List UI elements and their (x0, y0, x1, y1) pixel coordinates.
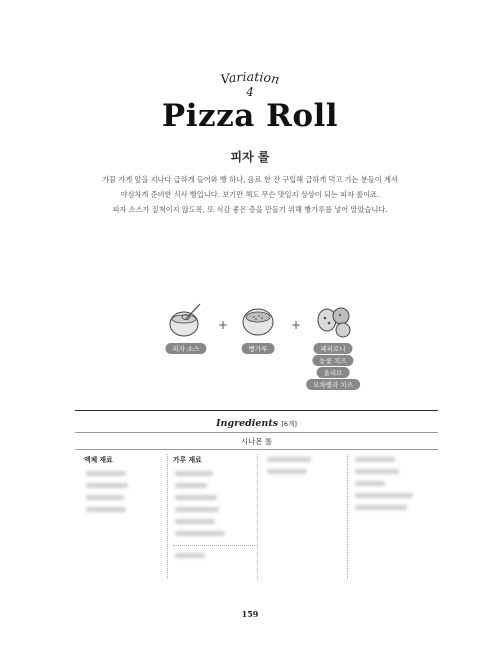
divider (75, 432, 438, 433)
blurred-line (86, 471, 126, 476)
blurred-line (175, 471, 213, 476)
ingredients-heading (75, 418, 438, 429)
blurred-line (86, 483, 128, 488)
third-column (265, 454, 345, 474)
blurred-line (86, 495, 124, 500)
components-diagram (0, 302, 500, 392)
plus-icon: + (218, 318, 229, 332)
whisk-bowl-icon (166, 302, 206, 342)
blurred-line (86, 507, 126, 512)
topping-label: 눈꽃 치즈 (312, 355, 353, 366)
blurred-line (355, 457, 395, 462)
divider (75, 449, 438, 450)
plus-icon: + (291, 318, 302, 332)
blurred-line (355, 493, 413, 498)
blurred-line (175, 519, 215, 524)
svg-text:Variation: Variation (219, 70, 281, 87)
variation-number: 4 (246, 85, 254, 99)
ingredients-table (75, 410, 438, 579)
korean-subtitle: 피자 롤 (230, 150, 270, 164)
blurred-line (355, 469, 399, 474)
blurred-line (175, 507, 219, 512)
pizza-sauce-label: 피자 소스 (165, 343, 206, 354)
liquid-column (84, 454, 164, 512)
fourth-column (353, 454, 433, 510)
intro-line: 가끔 가게 앞을 지나다 급하게 들어와 빵 하나, 음료 한 잔 구입해 급하게 먹고 가는 분들이 계셔 (102, 175, 398, 184)
powder-header: 가루 재료 (173, 456, 202, 464)
blurred-line (267, 469, 307, 474)
blurred-line (175, 483, 207, 488)
divider (173, 545, 255, 546)
topping-label: 페퍼로니 (313, 343, 352, 354)
breadcrumb-bowl-icon (239, 304, 277, 340)
topping-label: 올리브 (317, 367, 350, 378)
ingredients-title: Ingredients (216, 418, 279, 429)
column-divider (347, 454, 348, 579)
blurred-line (355, 481, 385, 486)
intro-line: 피자 소스가 질척이지 않도록, 또 식감 좋은 층을 만들기 위해 빵가루를 넣어 말았습니다. (112, 205, 388, 214)
column-divider (167, 454, 168, 579)
blurred-line (267, 457, 311, 462)
blurred-line (175, 531, 225, 536)
toppings-icon (313, 302, 357, 342)
blurred-line (175, 495, 217, 500)
topping-label: 모차렐라 치즈 (306, 379, 360, 390)
liquid-header: 액체 재료 (84, 456, 113, 464)
intro-line: 야심차게 준비한 식사 빵입니다. 보기만 해도 무슨 맛일지 상상이 되는 피자 롤이죠. (120, 190, 380, 199)
page-title: Pizza Roll (161, 98, 339, 134)
breadcrumb-label: 빵가루 (242, 343, 275, 354)
column-divider (257, 454, 258, 579)
blurred-line (175, 553, 205, 558)
intro-paragraph (80, 172, 420, 217)
recipe-section-title: 시나몬 롤 (240, 437, 273, 446)
blurred-line (355, 505, 407, 510)
powder-column (173, 454, 255, 558)
ingredients-count: [6개] (281, 420, 297, 428)
page-number: 159 (241, 609, 259, 619)
